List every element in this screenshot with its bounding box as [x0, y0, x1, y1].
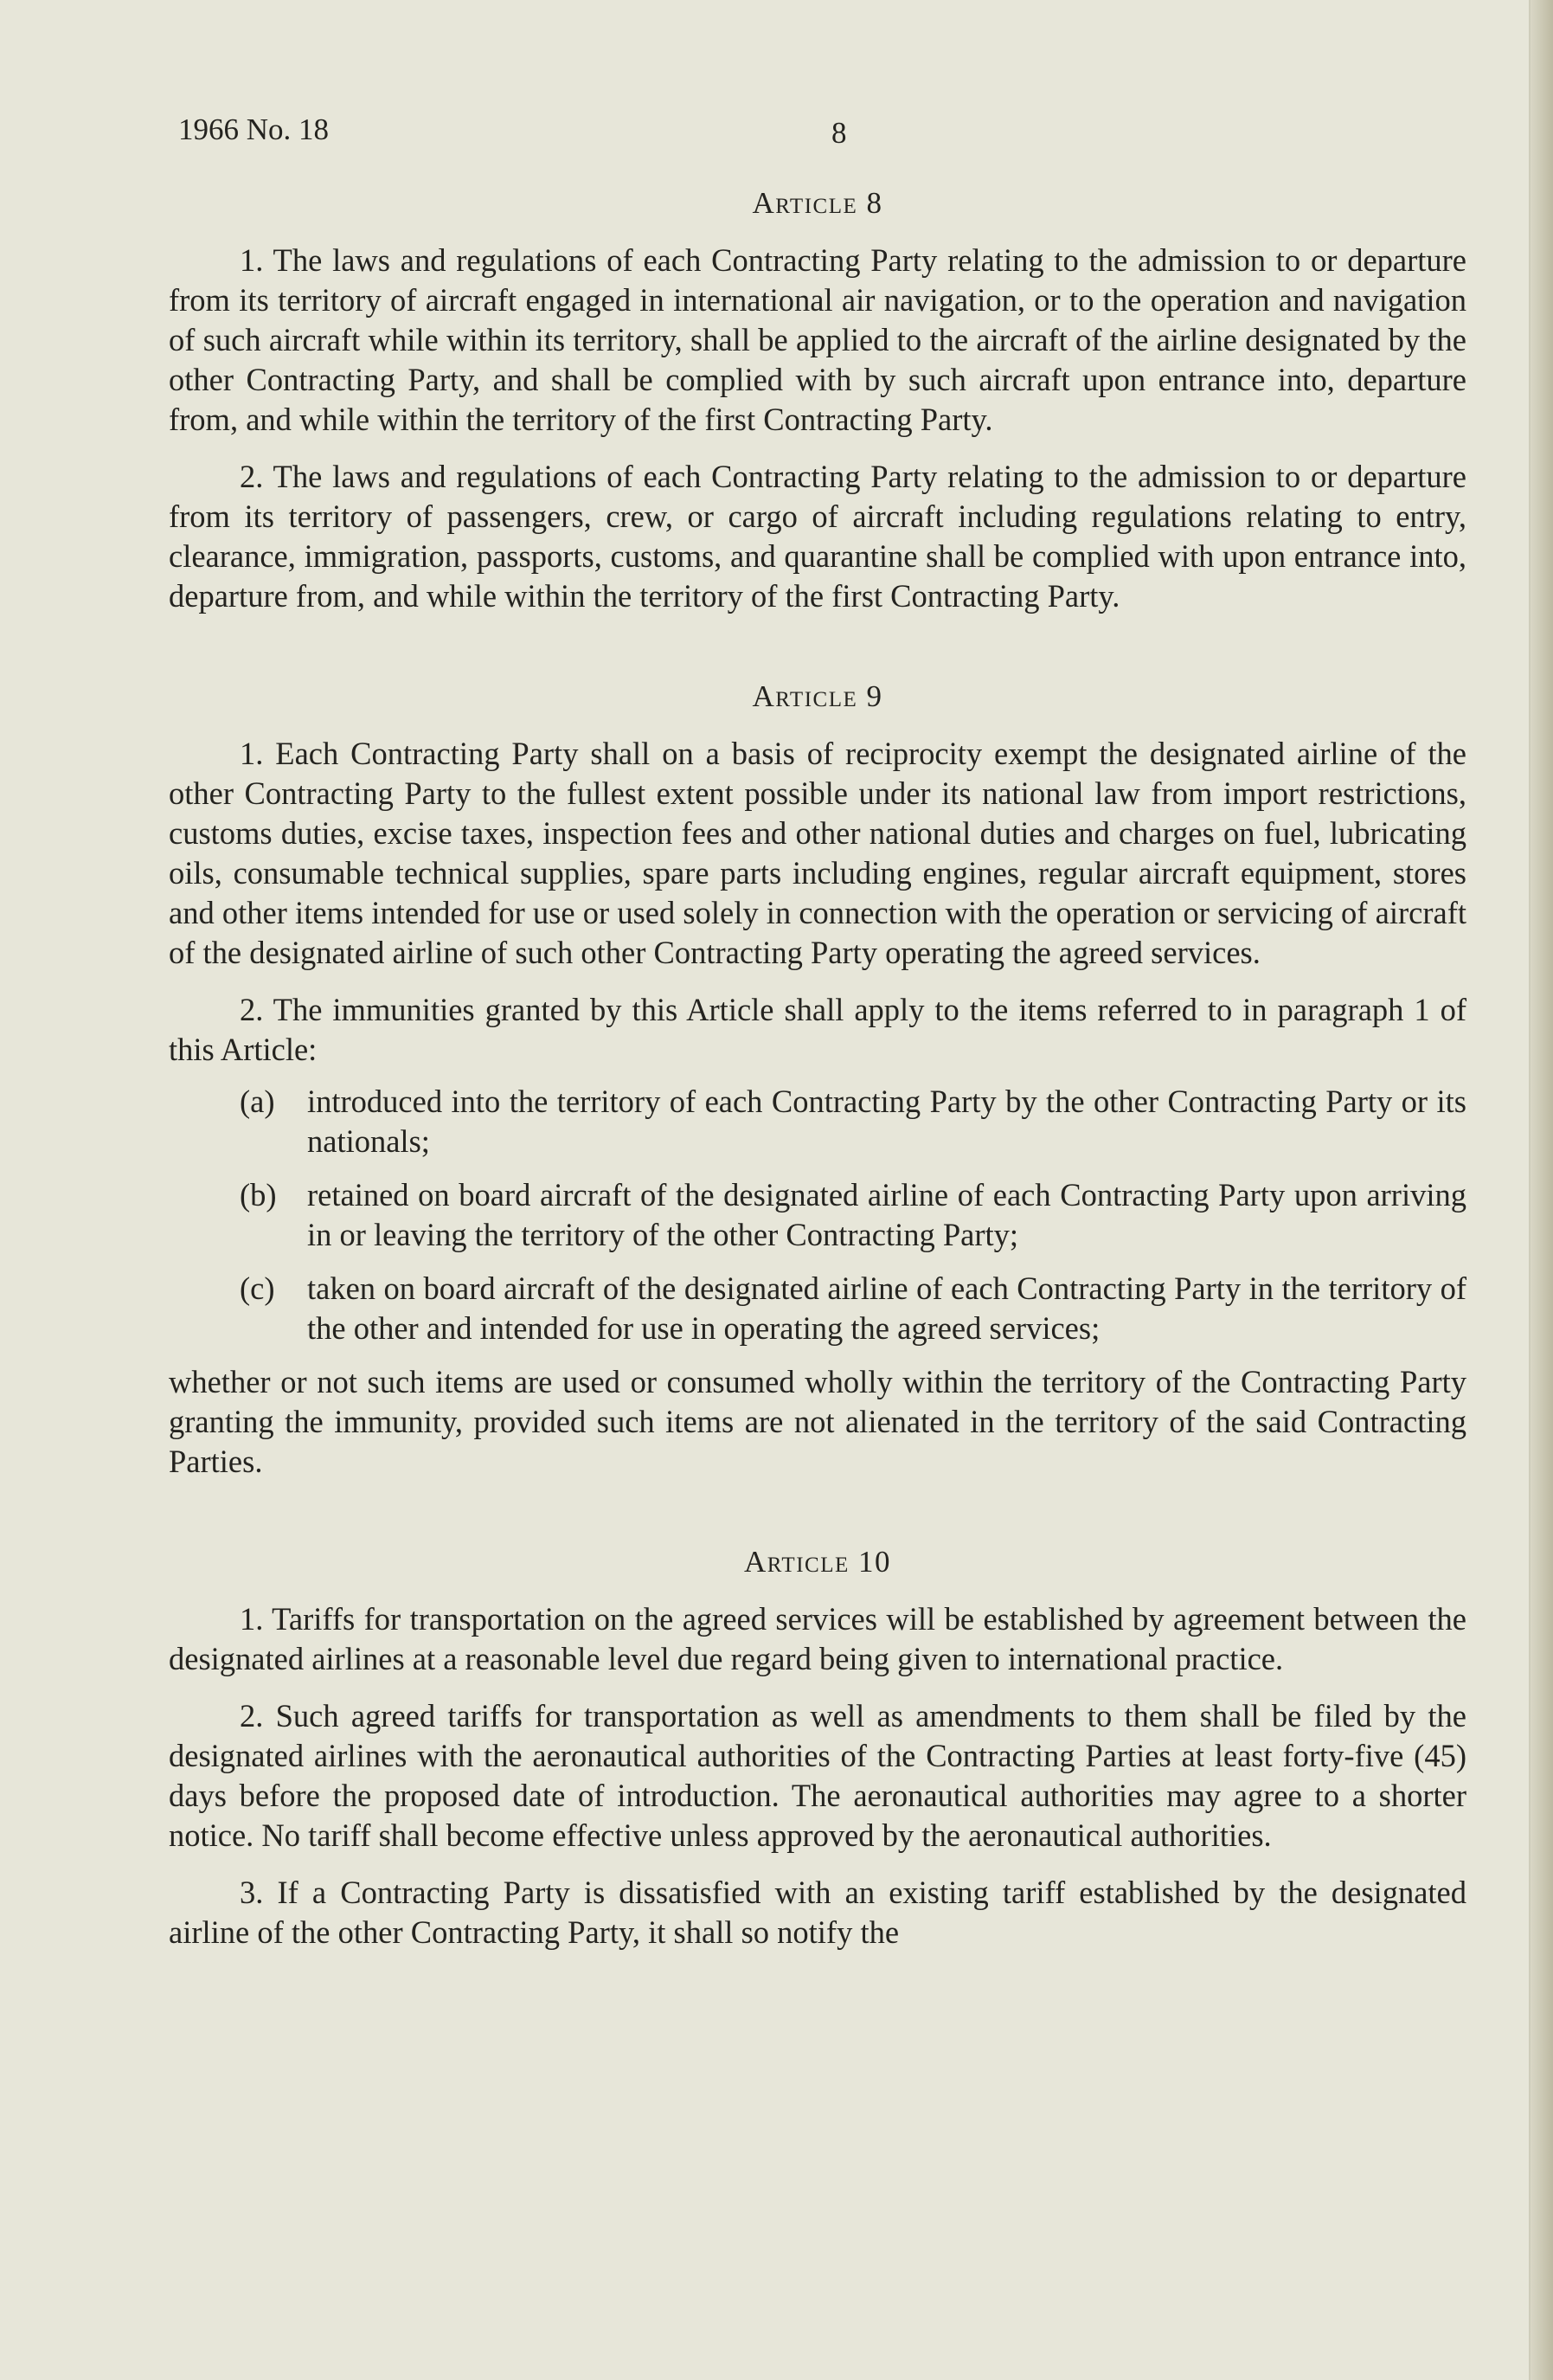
page-number: 8 — [831, 116, 847, 150]
article-heading: Article 10 — [743, 1545, 891, 1579]
article-heading: Article 9 — [752, 679, 883, 713]
paragraph: 2. The immunities granted by this Article shall apply to the items referred to in paragraph 1 of this Article: — [169, 992, 1466, 1067]
paragraph: 1. The laws and regulations of each Contracting Party relating to the admission to or departure from its territory of aircraft engaged in international air navigation, or to the operation and navigation of such aircraft while within its territory, shall be applied to the aircraft of the airline designated by the other Contracting Party, and shall be complied with by such aircraft upon entrance into, departure from, and while within the territory of the first Contracting Party. — [169, 242, 1466, 437]
paragraph: 2. The laws and regulations of each Contracting Party relating to the admission to or departure from its territory of passengers, crew, or cargo of aircraft including regulations relating to entry, clearance, immigration, passports, customs, and quarantine shall be complied with upon entrance into, departure from, and while within the territory of the first Contracting Party. — [169, 459, 1466, 614]
page-edge — [1529, 0, 1553, 2380]
article-10 — [169, 1542, 1466, 1952]
item-letter: (a) — [240, 1084, 275, 1119]
list-item — [240, 1175, 1466, 1255]
article-9 — [169, 677, 1466, 1482]
list-item — [240, 1082, 1466, 1161]
document-reference: 1966 No. 18 — [178, 113, 330, 146]
paragraph: 3. If a Contracting Party is dissatisfied with an existing tariff established by the designated airline of the other Contracting Party, it shall so notify the — [169, 1875, 1466, 1950]
item-text: taken on board aircraft of the designated airline of each Contracting Party in the territory of the other and intended for use in operating the agreed services; — [307, 1270, 1466, 1346]
document-body — [169, 183, 1466, 1970]
item-letter: (b) — [240, 1177, 277, 1213]
item-letter: (c) — [240, 1270, 275, 1306]
closing-paragraph: whether or not such items are used or consumed wholly within the territory of the Contracting Party granting the immunity, provided such items are not alienated in the territory of the said Contracting Parties. — [169, 1364, 1466, 1479]
paragraph: 2. Such agreed tariffs for transportation as well as amendments to them shall be filed by the designated airlines with the aeronautical authorities of the Contracting Parties at least forty-five (45) days before the proposed date of introduction. The aeronautical authorities may agree to a shorter notice. No tariff shall become effective unless approved by the aeronautical authorities. — [169, 1698, 1466, 1853]
item-text: introduced into the territory of each Contracting Party by the other Contracting Party or its nationals; — [307, 1084, 1466, 1159]
article-heading: Article 8 — [752, 186, 883, 220]
paragraph: 1. Each Contracting Party shall on a basis of reciprocity exempt the designated airline of the other Contracting Party to the fullest extent possible under its national law from import restrictions, customs duties, excise taxes, inspection fees and other national duties and charges on fuel, lubricating oils, consumable technical supplies, spare parts including engines, regular aircraft equipment, stores and other items intended for use or used solely in connection with the operation or servicing of aircraft of the designated airline of such other Contracting Party operating the agreed services. — [169, 736, 1466, 970]
list-item — [240, 1269, 1466, 1348]
article-8 — [169, 183, 1466, 616]
item-text: retained on board aircraft of the designated airline of each Contracting Party upon arriving in or leaving the territory of the other Contracting Party; — [307, 1177, 1466, 1252]
page-header — [178, 113, 1476, 164]
paragraph: 1. Tariffs for transportation on the agreed services will be established by agreement between the designated airlines at a reasonable level due regard being given to international practice. — [169, 1601, 1466, 1676]
